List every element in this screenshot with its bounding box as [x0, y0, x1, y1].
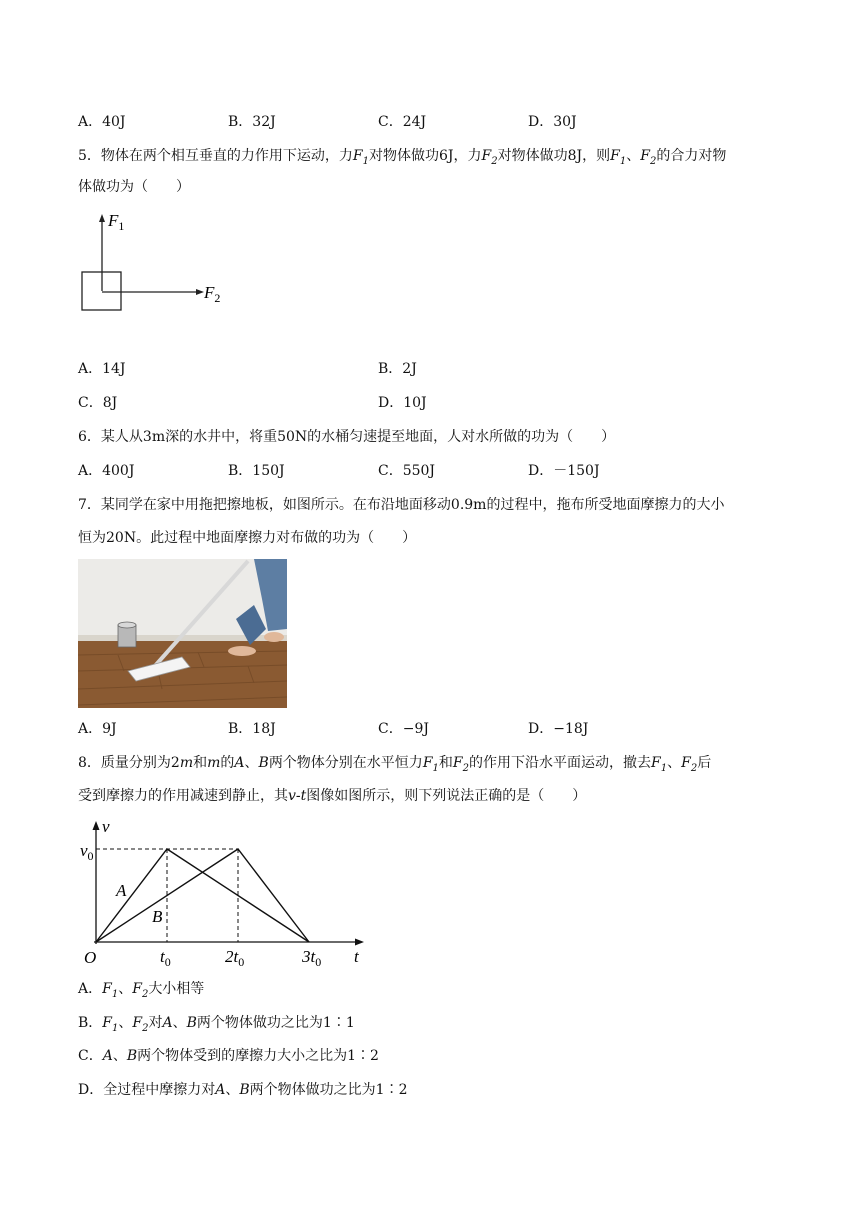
q7-option-a: A．9J: [78, 721, 117, 737]
q7-option-b: B．18J: [228, 721, 276, 737]
q4-option-d: D．30J: [528, 114, 577, 130]
q7-option-c: C．−9J: [378, 721, 429, 737]
series-b-line: [96, 849, 309, 942]
q4-option-a: A．40J: [78, 114, 126, 130]
2t0-label: $2t_0$: [225, 947, 245, 968]
q4-option-b: B．32J: [228, 114, 276, 130]
t-axis-label: t: [354, 947, 359, 966]
q5-stem-line2: 体做功为（ ）: [78, 179, 190, 195]
q8-vt-graph: [76, 816, 376, 968]
q5-option-d: D．10J: [378, 395, 427, 411]
q5-stem-line1: 5．物体在两个相互垂直的力作用下运动，力$F_1$对物体做功6J，力$F_2$对物体做功8J，则$F_1$、$F_2$的合力对物: [78, 148, 727, 167]
paint-can: [118, 622, 136, 647]
q6-stem: 6．某人从3m深的水井中，将重50N的水桶匀速提至地面，人对水所做的功为（ ）: [78, 429, 616, 445]
q5-option-a: A．14J: [78, 361, 126, 377]
q6-option-a: A．400J: [78, 463, 135, 479]
q6-option-c: C．550J: [378, 463, 436, 479]
f1-arrowhead: [99, 214, 105, 222]
t0-label: $t_0$: [160, 947, 171, 968]
q5-force-diagram: [76, 206, 236, 318]
q8-stem-line1: 8．质量分别为2m和m的A、B两个物体分别在水平恒力$F_1$和$F_2$的作用下沿水平面运动，撤去$F_1$、$F_2$后: [78, 755, 712, 774]
f2-arrowhead: [196, 289, 204, 295]
q7-option-d: D．−18J: [528, 721, 589, 737]
series-b-label: B: [152, 907, 163, 926]
q5-option-b: B．2J: [378, 361, 417, 377]
series-a-label: A: [116, 881, 127, 900]
q8-option-b: B．$F_1$、$F_2$对A、B两个物体做功之比为1∶1: [78, 1015, 355, 1034]
3t0-label: $3t_0$: [302, 947, 322, 968]
mopping-photo: [78, 559, 287, 708]
q8-option-d: D．全过程中摩擦力对A、B两个物体做功之比为1∶2: [78, 1082, 408, 1098]
f1-label: $F_1$: [108, 211, 125, 233]
f2-label: $F_2$: [204, 283, 221, 305]
q4-option-c: C．24J: [378, 114, 427, 130]
q6-option-b: B．150J: [228, 463, 285, 479]
q8-stem-line2: 受到摩擦力的作用减速到静止，其v-t图像如图所示，则下列说法正确的是（ ）: [78, 788, 587, 804]
origin-label: O: [84, 948, 97, 967]
q6-option-d: D．－150J: [528, 463, 600, 479]
q7-stem-line2: 恒为20N。此过程中地面摩擦力对布做的功为（ ）: [78, 530, 417, 546]
q7-stem-line1: 7．某同学在家中用拖把擦地板，如图所示。在布沿地面移动0.9m的过程中，拖布所受地面摩擦力的大小: [78, 497, 725, 513]
q8-option-c: C．A、B两个物体受到的摩擦力大小之比为1∶2: [78, 1048, 379, 1064]
q5-option-c: C．8J: [78, 395, 118, 411]
v0-label: $v_0$: [80, 841, 94, 863]
q8-option-a: A．$F_1$、$F_2$大小相等: [78, 981, 205, 1000]
series-a-line: [96, 849, 309, 942]
v-axis-arrowhead: [93, 821, 100, 830]
v-axis-label: v: [102, 817, 110, 836]
t-axis-arrowhead: [355, 939, 364, 946]
